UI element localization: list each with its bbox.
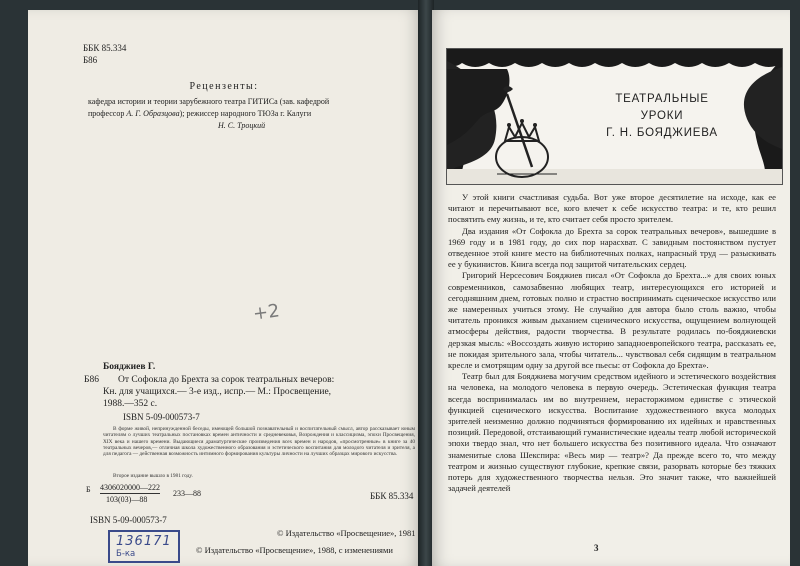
reviewers-title: Рецензенты: [189, 81, 259, 92]
article-body [448, 192, 776, 494]
heading-line-2: УРОКИ [640, 110, 684, 122]
reviewers-line-3: Н. С. Троцкий [218, 121, 266, 130]
heading-line-3: Г. Н. БОЯДЖИЕВА [606, 127, 718, 139]
title-line-3: 1988.—352 с. [103, 399, 158, 409]
paragraph-3: Григорий Нерсесович Бояджиев писал «От Софокла до Брехта...» для своих юных современников, самозабвенно любящих театр, интересующихся его историей и сегодняшним днем, готовых полно и страстно воспринимать сценическое искусство или же намеренных учиться этому. Не случайно для автора было столь важно, чтобы читатель проникся живым дыханием сценического искусства, ощущением волнующей атмосферы действия, радости творчества. В результате родилась по-бояджиевски дерзкая мысль: «Воссоздать живую историю западноевропейского театра, рассказать ее, не покидая зрительного зала, чтобы читатель... чувствовал себя сидящим в театральном кресле и смотрящим одну за другой все пьесы: от Софокла до Брехта». [448, 270, 776, 371]
copyright-1988: © Издательство «Просвещение», 1988, с изменениями [196, 545, 393, 555]
copyright-1981: © Издательство «Просвещение», 1981 [277, 528, 416, 538]
reviewer-name: А. Г. Образцова [126, 109, 180, 118]
reviewers-suffix: ); режиссер народного ТЮЗа г. Калуги [179, 109, 312, 118]
stamp-label: Б-ка [116, 549, 136, 559]
right-page [432, 10, 790, 566]
isbn-bottom: ISBN 5-09-000573-7 [90, 515, 167, 525]
pencil-mark: +2 [251, 300, 281, 325]
paragraph-1: У этой книги счастливая судьба. Вот уже второе десятилетие на исходе, как ее читают и перечитывают все, кого влечет к себе искусство театра: и те, кто решил посвятить ему жизнь, и те, кто считает себя просто зрителем. [448, 192, 776, 225]
annotation-second-edition: Второе издание вышло в 1981 году. [113, 473, 193, 479]
annotation: В форме живой, непринужденной беседы, имеющей большой познавательный и воспитательный смысл, автор рассказывает юным читателям о лучших театральных постановках времен античности и средневековья, Возрождения и классицизма, эпохи Просвещения, XIX века и нашего времени. Выдающиеся драматургические произведения всех времен и народов, «просмотренные» в книге за 40 театральных вечеров,— отличная школа художественного образования и эстетического воспитания для молодого читателя и зрителя, а для педагога — действенная возможность интимного формирования культуры личности на лучших образцах мирового искусства. [103, 426, 415, 458]
left-page [28, 10, 420, 566]
catalog-letter: Б [86, 485, 91, 494]
title-line-2: Кн. для учащихся.— 3-е изд., испр.— М.: Просвещение, [103, 387, 332, 397]
paragraph-4: Театр был для Бояджиева могучим средством идейного и эстетического воздействия на человека, на молодого человека в первую очередь. Эстетическая функция театра всегда воспринималась им во внутреннем, нерасторжимом единстве с этической функцией сценического искусства. Воспитание художественного вкуса молодых зрителей неизменно должно подчиняться формированию их идейных и нравственных позиций. Передовой, отстаивающий гуманистические идеалы театр любой исторической эпохи твердо знал, что нет большего искусства без позитивного идеала. Что означают знаменитые слова Шекспира: «Весь мир — театр»? Да прежде всего то, что между театром и жизнью существуют глубокие, крепкие связи, разорвать которые без тяжких потерь для художественного творчества нельзя. Это значит также, что важнейшей задачей деятелей [448, 371, 776, 494]
frontispiece-illustration [446, 48, 783, 185]
reviewers-line-1: кафедра истории и теории зарубежного театра ГИТИСа (зав. кафедрой [88, 97, 330, 106]
bbk-code-bottom: ББК 85.334 [370, 491, 414, 501]
catalog-ref: 233—88 [173, 489, 201, 498]
catalog-number-top: 4306020000—222 [100, 483, 160, 492]
page-number: 3 [594, 543, 599, 553]
author-name: Бояджиев Г. [103, 362, 156, 372]
title-line-1: От Софокла до Брехта за сорок театральных вечеров: [118, 375, 335, 385]
heading-line-1: ТЕАТРАЛЬНЫЕ [615, 93, 709, 105]
paragraph-2: Два издания «От Софокла до Брехта за сорок театральных вечеров», вышедшие в 1969 году и в 1981 году, до сих пор нарасхват. С завидным постоянством пустует отведенное этой книге место на библиотечных полках, напрасный труд — разыскивать ее у букинистов. Книга всегда под защитой читательских сердец. [448, 225, 776, 270]
book-code-top: Б86 [83, 55, 98, 65]
book-code-author: Б86 [84, 375, 99, 385]
isbn-middle: ISBN 5-09-000573-7 [123, 412, 200, 422]
reviewers-line-2 [88, 108, 418, 119]
stamp-number: 136171 [116, 534, 172, 549]
library-stamp [108, 530, 180, 563]
reviewers-prefix: профессор [88, 109, 125, 118]
catalog-number-bottom: 103(03)—88 [106, 495, 148, 504]
bbk-code-top: ББК 85.334 [83, 43, 127, 53]
